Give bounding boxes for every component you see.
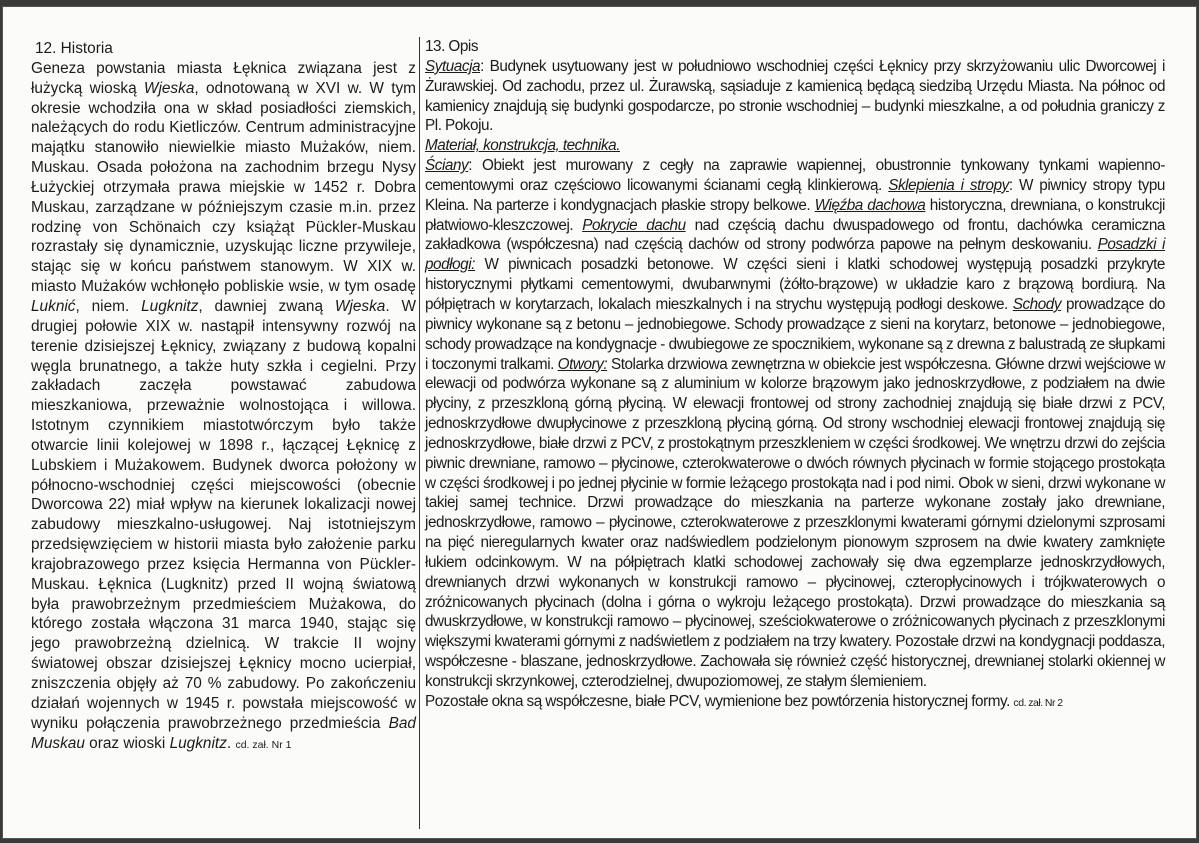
body-text: : W piwnicy stropy typu Kleina. Na parterze i kondygnacjach płaskie stropy belkowe. — [425, 176, 1165, 214]
description-heading: 13. Opis — [425, 38, 479, 55]
section-label: Materiał, konstrukcja, technika. — [425, 137, 620, 155]
history-heading: 12. Historia — [35, 40, 113, 57]
body-text: historyczna, drewniana, o konstrukcji płatwiowo-kleszczowej. — [425, 196, 1166, 234]
section-label: Sytuacja — [425, 57, 481, 75]
body-text: , niem. — [75, 297, 142, 315]
body-text: Geneza powstania miasta Łęknica związana jest z łużycką wioską — [31, 59, 416, 97]
description-paragraph — [425, 692, 1165, 714]
document-page — [2, 6, 1197, 839]
attachment-reference: cd. zał. Nr 2 — [1013, 696, 1063, 709]
italic-term: Wjeska — [143, 79, 195, 97]
description-paragraph — [425, 136, 1165, 156]
body-text: prowadzące do piwnicy wykonane są z betonu – jednobiegowe. Schody prowadzące z sieni na korytarz, betonowe – jednobiegowe, schody prowadzące na kondygnacje - dwubiegowe ze spocznikiem, wykonane są z drewna z balustradą ze słupkami i toczonymi tralkami. — [425, 295, 1165, 373]
body-text: , odnotowaną w XVI w. W tym okresie wchodziła ona w skład posiadłości ziemskich, należących do rodu Kietliczów. Centrum administracyjne majątku stanowiło niewielkie miasto Mużaków, niem. Muskau. Osada położona na zachodnim brzegu Nysy Łużyckiej otrzymała prawa miejskie w 1452 r. Dobra Muskau, zarządzane w późniejszym czasie m.in. przez rodzinę von Schönaich czy książąt Pückler-Muskau rozrastały się dynamicznie, uzyskując liczne przywileje, stając się w końcu państwem stanowym. W XIX w. miasto Mużaków wchłonęło pobliskie wsie, w tym osadę — [31, 79, 416, 296]
body-text: Stolarka drzwiowa zewnętrzna w obiekcie jest współczesna. Główne drzwi wejściowe w elewacji od podwórza wykonane są z aluminium w kolorze brązowym jako jednoskrzydłowe, z podziałem na dwie płyciny, z przeszkloną górną płyciną. W elewacji frontowej od strony zachodniej znajdują się białe drzwi z PCV, jednoskrzydłowe dwupłycinowe z przeszkloną płyciną górną. Od strony wschodniej elewacji frontowej znajdują się jednoskrzydłowe, białe drzwi z PCV, z prostokątnym przeszkleniem w części środkowej. We wnętrzu drzwi do zejścia piwnic drewniane, ramowo – płycinowe, czterokwaterowe o dwóch równych płycinach w formie stojącego prostokąta w części środkowej i po jednej płycinie w formie leżącego prostokąta nad i pod nimi. Obok w sieni, drzwi wykonane w takiej samej technice. Drzwi prowadzące do mieszkania na parterze wykonane zostały jako drewniane, jednoskrzydłowe, ramowo – płycinowe, czterokwaterowe z przeszklonymi kwaterami górnymi dzielonymi szprosami na pięć nieregularnych kwater oraz nadświedlem podzielonym pionowym szprosem na dwie kwatery zamknięte łukiem odcinkowym. W na półpiętrach klatki schodowej zachowały się dwa egzemplarze jednoskrzydłowych, drewnianych drzwi wykonanych w konstrukcji ramowo – płycinowej, czteropłycinowych i trójkwaterowych o zróżnicowanych płycinach (dolna i górna o wykroju leżącego prostokąta). Drzwi prowadzące do mieszkania są dwuskrzydłowe, w konstrukcji ramowo – płycinowej, sześciokwaterowe o zróżnicowanych płycinach z przeszklonymi większymi kwaterami górnymi z nadświetlem z podziałem na trzy kwatery. Pozostałe drzwi na kondygnacji poddasza, współczesne - blaszane, jednoskrzydłowe. Zachowała się również część historycznej, drewnianej stolarki okiennej w konstrukcji skrzynkowej, czterodzielnej, dwupoziomowej, ze stałym ślemieniem. — [425, 355, 1165, 690]
body-text: nad częścią dachu dwuspadowego od frontu, dachówka ceramiczna zakładkowa (współczesna) nad częścią dachów od strony podwórza papowe na pełnym deskowaniu. — [425, 216, 1165, 254]
italic-term: Bad Muskau — [31, 714, 416, 752]
body-text: . W drugiej połowie XIX w. nastąpił intensywny rozwój na terenie dzisiejszej Łęknicy, związany z budową kopalni węgla brunatnego, a także huty szkła i cegielni. Przy zakładach zaczęła powstawać zabudowa mieszkaniowa, przeważnie wolnostojąca i willowa. Istotnym czynnikiem miastotwórczym było także otwarcie linii kolejowej w 1898 r., łączącej Łęknicę z Lubskiem i Mużakowem. Budynek dworca położony w północno-wschodniej części miejscowości (obecnie Dworcowa 22) miał wpływ na kierunek lokalizacji nowej zabudowy mieszkalno-usługowej. Naj istotniejszym przedsięwzięciem w historii miasta było założenie parku krajobrazowego przez księcia Hermanna von Pückler-Muskau. Łęknica (Lugknitz) przed II wojną światową była prawobrzeżnym przedmieściem Mużakowa, do którego została włączona 31 marca 1940, stając się jego prawobrzeżną dzielnicą. W trakcie II wojny światowej obszar dzisiejszej Łęknicy mocno ucierpiał, zniszczenia objęły aż 70 % zabudowy. Po zakończeniu działań wojennych w 1945 r. powstała miejscowość w wyniku połączenia prawobrzeżnego przedmieścia — [31, 297, 416, 732]
section-label: Ściany — [425, 157, 469, 175]
section-label: Sklepienia i stropy — [888, 176, 1009, 194]
body-text: : Budynek usytuowany jest w południowo wschodniej części Łęknicy przy skrzyżowaniu ulic Dworcowej i Żurawskiej. Od zachodu, przez ul. Żurawską, sąsiaduje z kamienicą będącą siedzibą Urzędu Miasta. Na północ od kamienicy znajdują się budynki gospodarcze, po stronie wschodniej – budynki mieszkalne, a od południa graniczy z Pl. Pokoju. — [425, 57, 1165, 135]
description-column — [425, 37, 1165, 714]
body-text: Pozostałe okna są współczesne, białe PCV, wymienione bez powtórzenia historycznej formy. — [425, 692, 1014, 710]
section-label: Posadzki i podłogi: — [425, 236, 1166, 274]
body-text: , dawniej zwaną — [198, 297, 335, 315]
body-text: . — [226, 734, 236, 752]
attachment-reference: cd. zał. Nr 1 — [235, 738, 292, 751]
history-text — [31, 59, 416, 756]
history-column — [31, 39, 416, 755]
section-label: Schody — [1012, 295, 1062, 313]
italic-term: Lugknitz — [141, 297, 199, 315]
section-label: Otwory: — [557, 355, 608, 373]
italic-term: Luknić — [31, 297, 76, 315]
description-paragraph — [425, 57, 1165, 136]
column-divider — [419, 37, 420, 829]
body-text: oraz wioski — [84, 734, 170, 752]
body-text: W piwnicach posadzki betonowe. W części sieni i klatki schodowej występują posadzki przykryte historycznymi płytkami cementowymi, dwubarwnymi (żółto-brązowe) w układzie karo z brązową bordiurą. Na półpiętrach w korytarzach, lokalach mieszkalnych i na strychu występują podłogi deskowe. — [425, 256, 1165, 313]
italic-term: Wjeska — [334, 297, 386, 315]
section-label: Więźba dachowa — [814, 196, 926, 214]
body-text: : Obiekt jest murowany z cegły na zaprawie wapiennej, obustronnie tynkowany tynkami wapienno-cementowymi oraz częściowo licowanymi ścianami cegłą klinkierową. — [425, 157, 1165, 194]
italic-term: Lugknitz — [169, 734, 227, 752]
section-label: Pokrycie dachu — [582, 216, 686, 234]
description-paragraph — [425, 156, 1165, 692]
description-text — [425, 57, 1165, 714]
